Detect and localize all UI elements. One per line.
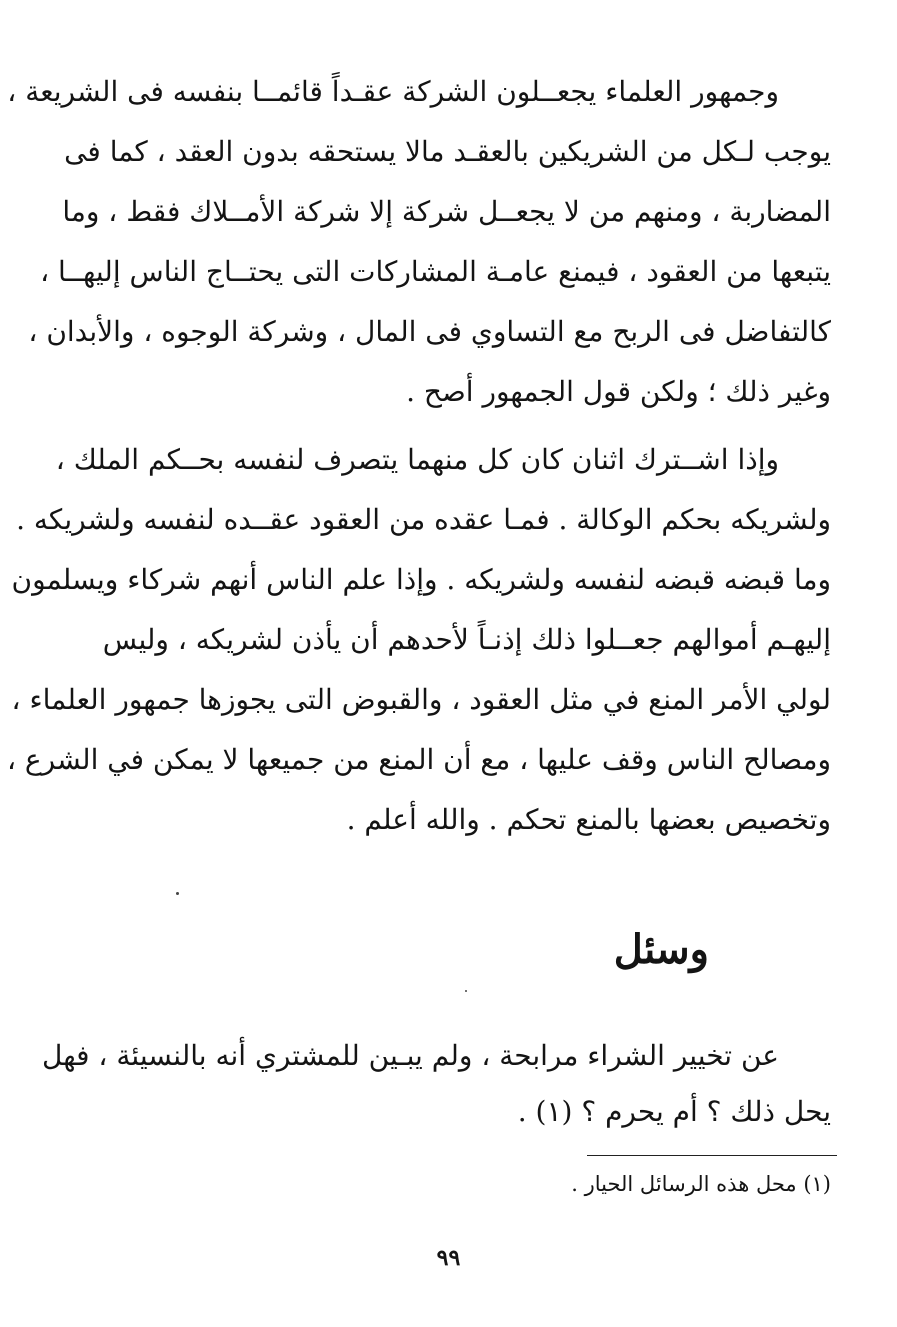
text-line: يتبعها من العقود ، فيمنع عامـة المشاركات التى يحتــاج الناس إليهــا ، — [40, 255, 831, 288]
text-line: ولشريكه بحكم الوكالة . فمـا عقده من العقود عقــده لنفسه ولشريكه . — [16, 503, 831, 536]
text-line: وغير ذلك ؛ ولكن قول الجمهور أصح . — [406, 375, 831, 408]
text-line: وما قبضه قبضه لنفسه ولشريكه . وإذا علم الناس أنهم شركاء ويسلمون — [11, 563, 831, 596]
text-line: يحل ذلك ؟ أم يحرم ؟ (١) . — [517, 1095, 831, 1128]
section-heading: وسئل — [613, 926, 709, 973]
footnote-divider — [587, 1155, 837, 1156]
text-line: وجمهور العلماء يجعــلون الشركة عقـداً قائمــا بنفسه فى الشريعة ، — [7, 75, 779, 108]
text-line: وتخصيص بعضها بالمنع تحكم . والله أعلم . — [346, 803, 831, 836]
scan-speck — [176, 892, 179, 895]
scan-speck — [465, 990, 467, 992]
text-line: إليهـم أموالهم جعــلوا ذلك إذنـاً لأحدهم أن يأذن لشريكه ، وليس — [102, 623, 831, 656]
text-line: وإذا اشــترك اثنان كان كل منهما يتصرف لنفسه بحــكم الملك ، — [55, 443, 779, 476]
text-line: المضاربة ، ومنهم من لا يجعــل شركة إلا شركة الأمــلاك فقط ، وما — [62, 195, 831, 228]
page-number: ٩٩ — [436, 1245, 461, 1271]
text-line: ومصالح الناس وقف عليها ، مع أن المنع من جميعها لا يمكن في الشرع ، — [6, 743, 831, 776]
text-line: يوجب لـكل من الشريكين بالعقـد مالا يستحقه بدون العقد ، كما فى — [64, 135, 831, 168]
text-line: عن تخيير الشراء مرابحة ، ولم يبـين للمشتري أنه بالنسيئة ، فهل — [42, 1039, 779, 1072]
footnote: (١) محل هذه الرسائل الحيار . — [571, 1172, 831, 1196]
text-line: لولي الأمر المنع في مثل العقود ، والقبوض التى يجوزها جمهور العلماء ، — [11, 683, 831, 716]
text-line: كالتفاضل فى الربح مع التساوي فى المال ، وشركة الوجوه ، والأبدان ، — [28, 315, 831, 348]
